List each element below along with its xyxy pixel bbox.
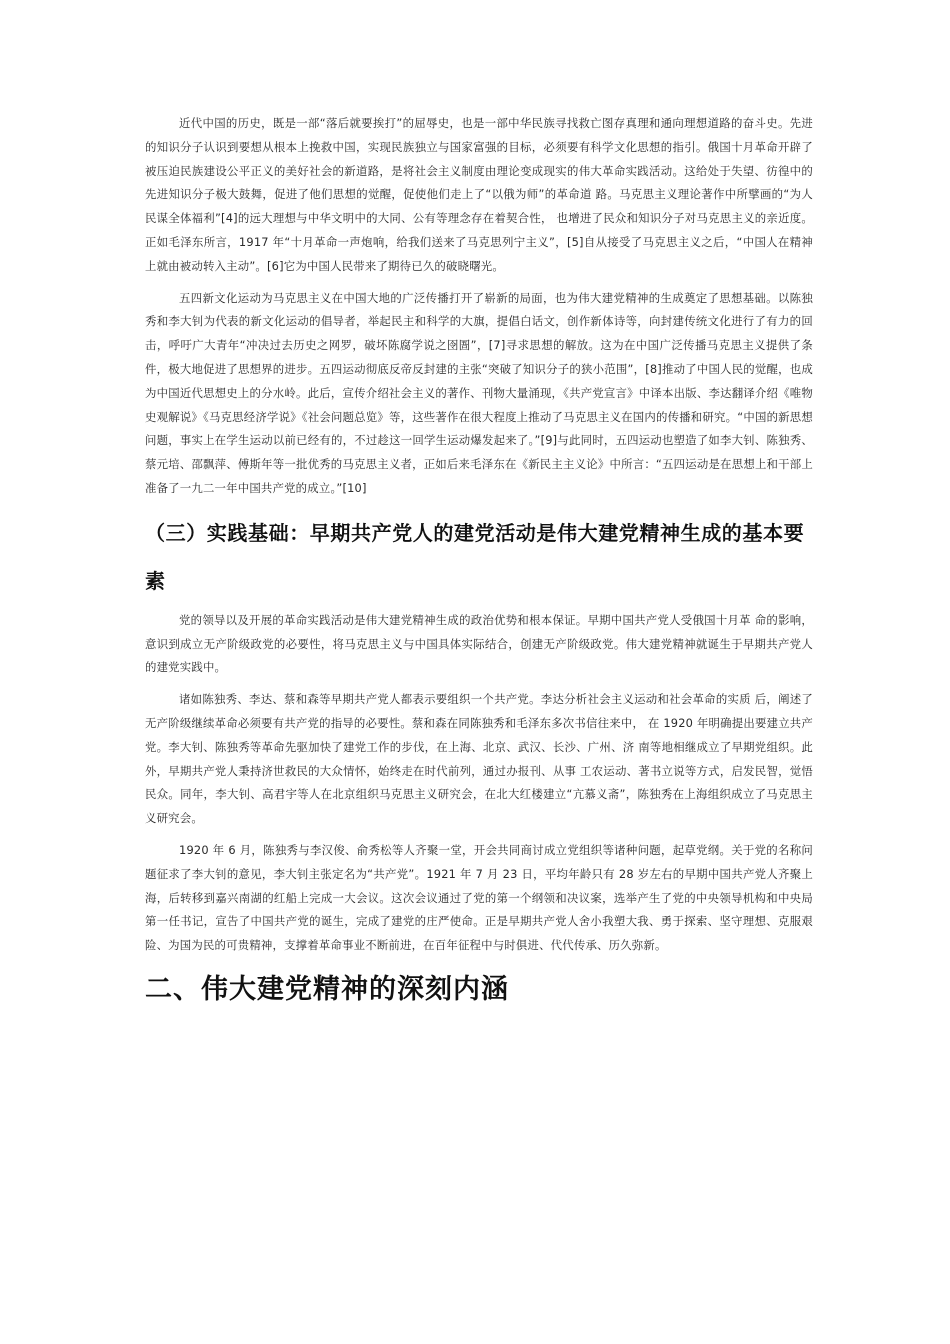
paragraph-may-fourth: 五四新文化运动为马克思主义在中国大地的广泛传播打开了崭新的局面，也为伟大建党精神的生成奠定了思想基础。以陈独秀和李大钊为代表的新文化运动的倡导者，举起民主和科学的大旗，提倡白话文，创作新体诗等，向封建传统文化进行了有力的回击，呼吁广大青年“冲决过去历史之网罗，破坏陈腐学说之囹圄”，[7]寻求思想的解放。这为在中国广泛传播马克思主义提供了条件，极大地促进了思想界的进步。五四运动彻底反帝反封建的主张“突破了知识分子的狭小范围”，[8]推动了中国人民的觉醒，也成为中国近代思想史上的分水岭。此后，宣传介绍社会主义的著作、刊物大量涌现，《共产党宣言》中译本出版、李达翻译介绍《唯物史观解说》《马克思经济学说》《社会问题总览》等，这些著作在很大程度上推动了马克思主义在国内的传播和研究。“中国的新思想问题，事实上在学生运动以前已经有的，不过趁这一回学生运动爆发起来了。”[9]与此同时，五四运动也塑造了如李大钊、陈独秀、蔡元培、邵飘萍、傅斯年等一批优秀的马克思主义者，正如后来毛泽东在《新民主主义论》中所言：“五四运动是在思想上和干部上准备了一九二一年中国共产党的成立。”[10] [145, 290, 813, 495]
chapter-heading-connotation: 二、伟大建党精神的深刻内涵 [145, 973, 509, 1005]
paragraph-modern-history: 近代中国的历史，既是一部“落后就要挨打”的屈辱史，也是一部中华民族寻找救亡图存真理和通向理想道路的奋斗史。先进的知识分子认识到要想从根本上挽救中国，实现民族独立与国家富强的目标，必须要有科学文化思想的指引。俄国十月革命开辟了被压迫民族建设公平正义的美好社会的新道路，是将社会主义制度由理论变成现实的伟大革命实践活动。这给处于失望、彷徨中的先进知识分子极大鼓舞，促进了他们思想的觉醒，促使他们走上了“以俄为师”的革命道 路。马克思主义理论著作中所擘画的“为人民谋全体福利”[4]的远大理想与中华文明中的大同、公有等理念存在着契合性， 也增进了民众和知识分子对马克思主义的亲近度。正如毛泽东所言，1917 年“十月革命一声炮响，给我们送来了马克思列宁主义”，[5]自从接受了马克思主义之后，“中国人在精神上就由被动转入主动”。[6]它为中国人民带来了期待已久的破晓曙光。 [145, 116, 813, 273]
section-heading-practice-basis: （三）实践基础：早期共产党人的建党活动是伟大建党精神生成的基本要素 [145, 520, 805, 593]
document-page [145, 112, 813, 1012]
paragraph-early-communists: 诸如陈独秀、李达、蔡和森等早期共产党人都表示要组织一个共产党。李达分析社会主义运动和社会革命的实质 后，阐述了无产阶级继续革命必须要有共产党的指导的必要性。蔡和森在同陈独秀和毛泽东多次书信往来中， 在 1920 年明确提出要建立共产党。李大钊、陈独秀等革命先驱加快了建党工作的步伐，在上海、北京、武汉、长沙、广州、济 南等地相继成立了早期党组织。此外，早期共产党人秉持济世救民的大众情怀，始终走在时代前列，通过办报刊、从事 工农运动、著书立说等方式，启发民智，觉悟民众。同年，李大钊、高君宇等人在北京组织马克思主义研究会，在北大红楼建立“亢慕义斋”，陈独秀在上海组织成立了马克思主义研究会。 [145, 692, 813, 826]
paragraph-party-leadership: 党的领导以及开展的革命实践活动是伟大建党精神生成的政治优势和根本保证。早期中国共产党人受俄国十月革 命的影响，意识到成立无产阶级政党的必要性，将马克思主义与中国具体实际结合，创建无产阶级政党。伟大建党精神就诞生于早期共产党人的建党实践中。 [145, 612, 813, 675]
paragraph-founding-1921: 1920 年 6 月，陈独秀与李汉俊、俞秀松等人齐聚一堂，开会共同商讨成立党组织等诸种问题，起草党纲。关于党的名称问题征求了李大钊的意见，李大钊主张定名为“共产党”。1921 年 7 月 23 日，平均年龄只有 28 岁左右的早期中国共产党人齐聚上海，后转移到嘉兴南湖的红船上完成一大会议。这次会议通过了党的第一个纲领和决议案，选举产生了党的中央领导机构和中央局第一任书记，宣告了中国共产党的诞生，完成了建党的庄严使命。正是早期共产党人舍小我塑大我、勇于探索、坚守理想、克服艰险、为国为民的可贵精神，支撑着革命事业不断前进，在百年征程中与时俱进、代代传承、历久弥新。 [145, 842, 813, 953]
